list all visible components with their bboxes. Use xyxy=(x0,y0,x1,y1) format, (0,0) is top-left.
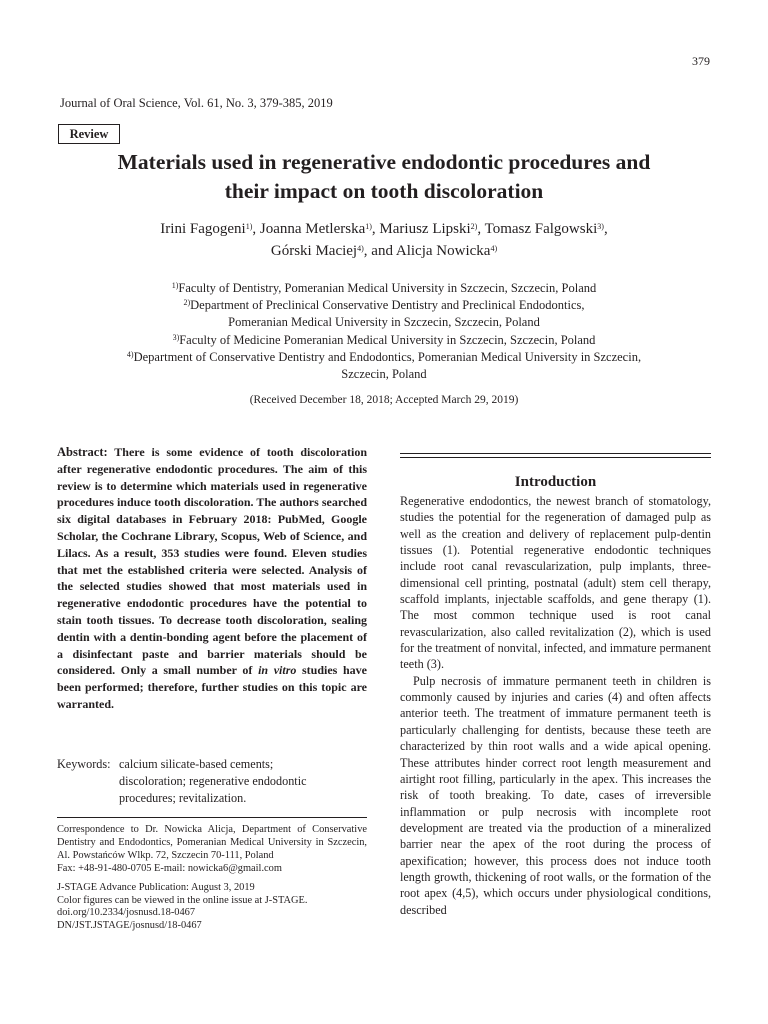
affiliation-text: Faculty of Medicine Pomeranian Medical University in Szczecin, Szczecin, Poland xyxy=(179,332,596,347)
affiliation-text: Department of Preclinical Conservative Dentistry and Preclinical Endodontics, xyxy=(190,298,585,313)
keywords xyxy=(57,756,367,807)
affiliation-2 xyxy=(40,297,728,314)
correspondence-address: Correspondence to Dr. Nowicka Alicja, Department of Conservative Dentistry and Endodontics, Pomeranian Medical University in Szczecin, Al. Powstańców Wlkp. 72, Szczecin 70-111, Poland xyxy=(57,824,367,862)
author-name: Alicja Nowicka xyxy=(395,243,491,259)
jstage-line: DN/JST.JSTAGE/josnusd/18-0467 xyxy=(57,919,202,931)
jstage-line: Color figures can be viewed in the online issue at J-STAGE. xyxy=(57,894,308,906)
author-affiliation-mark: 2) xyxy=(470,222,478,231)
page-number: 379 xyxy=(692,54,710,68)
affiliation-text: Faculty of Dentistry, Pomeranian Medical University in Szczecin, Szczecin, Poland xyxy=(178,281,597,295)
affiliation-mark: 3) xyxy=(172,332,180,342)
affiliation-mark: 2) xyxy=(183,298,191,308)
author-name: Górski Maciej xyxy=(270,243,358,259)
author-separator: , xyxy=(371,221,380,237)
article-title xyxy=(40,148,728,206)
author-affiliation-mark: 4) xyxy=(490,244,498,253)
affiliation-mark: 4) xyxy=(126,349,134,359)
affiliations xyxy=(40,280,728,383)
correspondence-contact: Fax: +48-91-480-0705 E-mail: nowicka6@gmail.com xyxy=(57,863,282,875)
author-name: Tomasz Falgowski xyxy=(484,221,598,237)
article-type-badge: Review xyxy=(58,124,120,144)
keywords-line: calcium silicate-based cements; xyxy=(119,757,274,771)
footnote-divider xyxy=(57,817,367,818)
keywords-line: procedures; revitalization. xyxy=(119,791,247,805)
publication-info xyxy=(57,882,367,932)
abstract-label: Abstract: xyxy=(57,445,108,459)
journal-citation: Journal of Oral Science, Vol. 61, No. 3, 379-385, 2019 xyxy=(60,96,333,110)
author-separator: , xyxy=(477,221,485,237)
abstract-text: There is some evidence of tooth discoloration after regenerative endodontic procedures. The aim of this review is to determine which materials used in regenerative procedures induce tooth discoloration. The authors searched six digital databases in February 2018: PubMed, Google Scholar, the Cochrane Library, Scopus, Web of Science, and Lilacs. As a result, 353 studies were found. Eleven studies that met the established criteria were selected. Analysis of the selected studies showed that most materials used in regenerative endodontic procedures have the potential to stain tooth tissues. To decrease tooth discoloration, sealing dentin with a dentin-bonding agent before the placement of a disinfectant paste and barrier materials should be considered. Only a small number of xyxy=(57,445,367,678)
introduction-heading: Introduction xyxy=(514,474,597,490)
affiliation-mark: 1) xyxy=(171,281,179,290)
abstract-italic: in vitro xyxy=(258,663,297,678)
abstract xyxy=(57,444,367,713)
author-list xyxy=(40,218,728,262)
received-dates: (Received December 18, 2018; Accepted March 29, 2019) xyxy=(249,394,519,406)
author-affiliation-mark: 3) xyxy=(597,222,604,231)
author-affiliation-mark: 1) xyxy=(365,222,372,231)
section-rule xyxy=(400,457,711,458)
introduction-paragraph-2: Pulp necrosis of immature permanent teeth in children is commonly caused by injuries and caries (4) and often affects anterior teeth. The treatment of immature permanent teeth is particularly challenging for dentists, because these teeth are characterized by thin root walls and a wide apical opening. These attributes hinder correct root length measurement and airtight root filling, particularly in the apex. This increases the risk of tooth breaking. To date, cases of irreversible inflammation or pulp necrosis with incomplete root development are treated via the production of a mineralized barrier near the apex of the root during the process of apexification; however, this process does not induce tooth length growth, thickening of root walls, or the formation of the root apex (4,5), which occurs under physiological conditions, described xyxy=(400,673,711,917)
author-name: Joanna Metlerska xyxy=(259,221,366,237)
title-line-1: Materials used in regenerative endodontic procedures and xyxy=(117,150,651,174)
correspondence xyxy=(57,823,367,875)
author-name: Mariusz Lipski xyxy=(379,221,471,237)
title-line-2: their impact on tooth discoloration xyxy=(224,179,544,203)
author-separator: , xyxy=(603,221,608,237)
keywords-label: Keywords: xyxy=(57,757,111,771)
affiliation-2-cont: Pomeranian Medical University in Szczecin, Szczecin, Poland xyxy=(228,315,540,330)
affiliation-3 xyxy=(40,332,728,349)
introduction-body xyxy=(400,493,711,918)
affiliation-1 xyxy=(40,280,728,297)
author-name: Irini Fagogeni xyxy=(160,221,246,237)
jstage-line: J-STAGE Advance Publication: August 3, 2019 xyxy=(57,882,255,893)
doi-link[interactable]: doi.org/10.2334/josnusd.18-0467 xyxy=(57,907,196,919)
affiliation-text: Department of Conservative Dentistry and Endodontics, Pomeranian Medical University in Szczecin, xyxy=(133,349,642,364)
introduction-paragraph-1: Regenerative endodontics, the newest branch of stomatology, studies the potential for the regeneration of damaged pulp as well as the creation and delivery of replacement pulp-dentin tissues (1). Potential regenerative endodontic techniques include root canal revascularization, pulp implants, three-dimensional cell printing, postnatal (adult) stem cell therapy, scaffold implants, injectable scaffolds, and gene therapy (1). The most common technique used is root canal revascularization, also called revitalization (2), which is used for the treatment of nonvital, infected, and immature permanent teeth (3). xyxy=(400,494,711,672)
section-rule xyxy=(400,453,711,454)
author-separator: , and xyxy=(363,243,396,259)
author-separator: , xyxy=(252,221,260,237)
keywords-line: discoloration; regenerative endodontic xyxy=(119,774,307,788)
affiliation-4-cont: Szczecin, Poland xyxy=(341,367,427,382)
abstract-text-end: studies have been performed; therefore, further studies on this topic are warranted. xyxy=(57,663,367,711)
affiliation-4 xyxy=(40,349,728,366)
author-affiliation-mark: 4) xyxy=(357,244,364,253)
author-affiliation-mark: 1) xyxy=(245,222,253,231)
